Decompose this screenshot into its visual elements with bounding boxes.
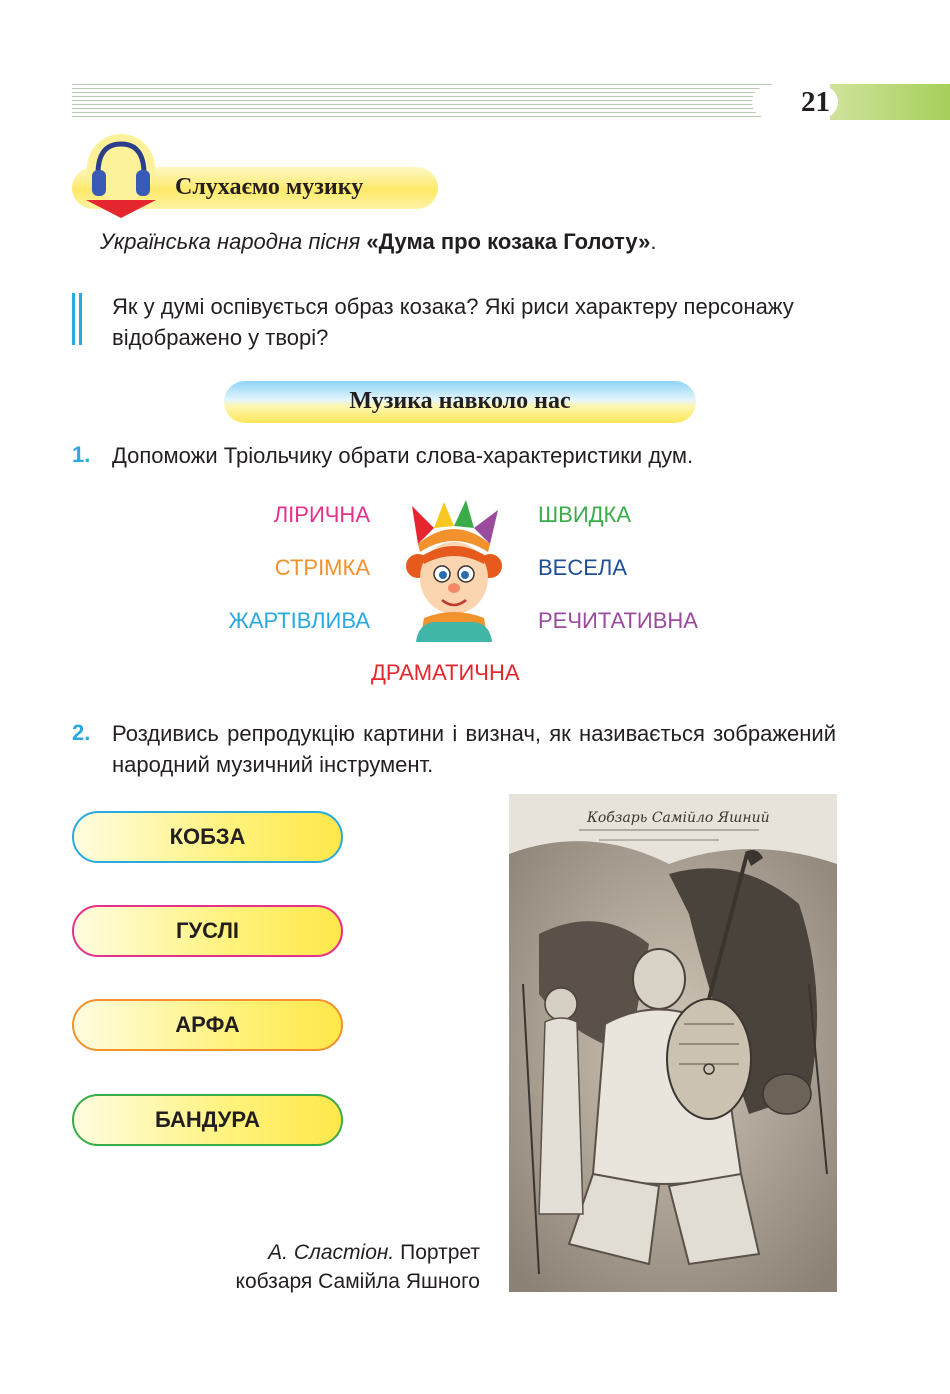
word-fast[interactable]: ШВИДКА: [538, 502, 632, 527]
question-marker: [72, 293, 75, 345]
question-marker-2: [79, 293, 82, 345]
song-title: «Дума про козака Голоту»: [366, 229, 651, 254]
question-text: Як у думі оспівується образ козака? Які риси характеру персонажу відображено у творі?: [112, 294, 794, 350]
painting-caption: [150, 1238, 480, 1296]
caption-line-1: [150, 1238, 480, 1267]
option-gusli[interactable]: ГУСЛІ: [72, 905, 343, 957]
headphones-icon: [84, 134, 158, 220]
section-title: Музика навколо нас: [349, 388, 571, 414]
caption-author: А. Сластіон.: [268, 1241, 395, 1264]
option-arfa[interactable]: АРФА: [72, 999, 343, 1051]
option-bandura[interactable]: БАНДУРА: [72, 1094, 343, 1146]
word-cheerful[interactable]: ВЕСЕЛА: [538, 555, 628, 580]
task2-number: 2.: [72, 720, 91, 745]
caption-rest: Портрет: [394, 1241, 480, 1264]
word-lyrical[interactable]: ЛІРИЧНА: [273, 502, 370, 527]
kobzar-painting-image: [509, 794, 837, 1292]
trioltchyk-character-icon: [404, 500, 504, 642]
painting-inscription: Кобзарь Самійло Яшний: [587, 810, 770, 826]
task1-text: Допоможи Тріольчику обрати слова-характеристики дум.: [112, 443, 694, 468]
word-swift[interactable]: СТРІМКА: [274, 555, 370, 580]
listening-title: Слухаємо музику: [175, 174, 364, 200]
word-dramatic[interactable]: ДРАМАТИЧНА: [371, 660, 520, 685]
header-stripes: [72, 84, 772, 120]
task1-number: 1.: [72, 442, 91, 467]
word-playful[interactable]: ЖАРТІВЛИВА: [228, 608, 370, 633]
song-prefix: Українська народна пісня: [100, 229, 367, 254]
header-green-band: [830, 84, 950, 120]
caption-line-2: кобзаря Самійла Яшного: [235, 1270, 480, 1293]
word-recitative[interactable]: РЕЧИТАТИВНА: [538, 608, 698, 633]
song-line: [100, 229, 657, 255]
page-number: 21: [752, 86, 838, 118]
song-suffix: .: [650, 229, 657, 254]
task2-text: Роздивись репродукцію картини і визнач, як називається зображений народний музичний інструмент.: [112, 721, 836, 777]
option-kobza[interactable]: КОБЗА: [72, 811, 343, 863]
